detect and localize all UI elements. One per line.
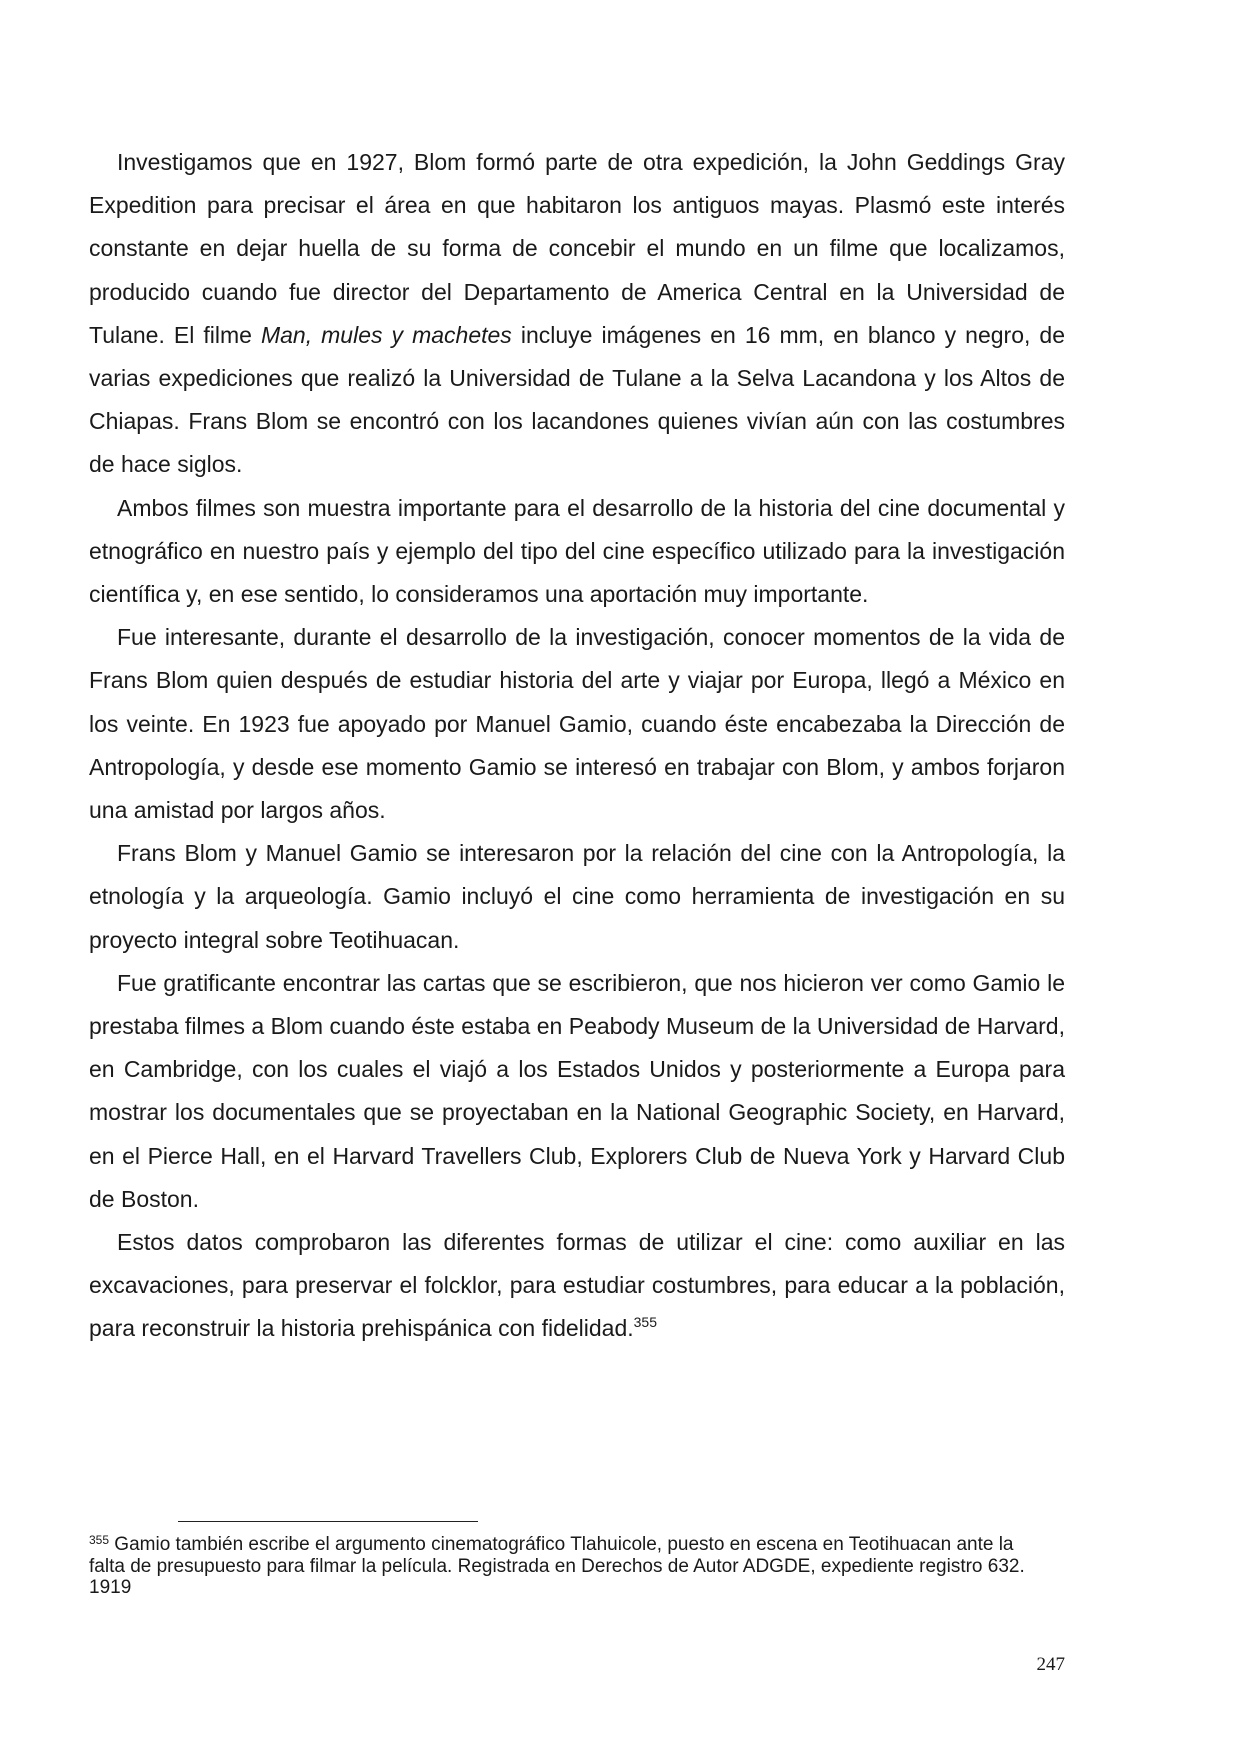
paragraph-1-text-start: Investigamos que en 1927, Blom formó parte de otra expedición, la John Geddings Gray Expedition para precisar el área en que habitaron los antiguos mayas. Plasmó este interés constante en dejar huella de su forma de concebir el mundo en un filme que localizamos, producido cuando fue director del Departamento de America Central en la Universidad de Tulane. El filme (89, 149, 1065, 348)
page-number: 247 (1036, 1654, 1065, 1675)
body-text (89, 141, 1065, 1351)
footnote-reference: 355 (633, 1314, 657, 1331)
paragraph-6-text: Estos datos comprobaron las diferentes formas de utilizar el cine: como auxiliar en las excavaciones, para preservar el folcklor, para estudiar costumbres, para educar a la población, para reconstruir la historia prehispánica con fidelidad. (89, 1229, 1065, 1342)
paragraph-4: Frans Blom y Manuel Gamio se interesaron por la relación del cine con la Antropología, la etnología y la arqueología. Gamio incluyó el cine como herramienta de investigación en su proyecto integral sobre Teotihuacan. (89, 840, 1065, 953)
paragraph-1 (89, 141, 1065, 487)
footnote-text: Gamio también escribe el argumento cinematográfico Tlahuicole, puesto en escena en Teotihuacan ante la falta de presupuesto para filmar la película. Registrada en Derechos de Autor ADGDE, expediente registro 632. 1919 (89, 1534, 1025, 1598)
footnote-separator (178, 1521, 478, 1522)
footnote (89, 1534, 1049, 1599)
paragraph-5: Fue gratificante encontrar las cartas que se escribieron, que nos hicieron ver como Gamio le prestaba filmes a Blom cuando éste estaba en Peabody Museum de la Universidad de Harvard, en Cambridge, con los cuales el viajó a los Estados Unidos y posteriormente a Europa para mostrar los documentales que se proyectaban en la National Geographic Society, en Harvard, en el Pierce Hall, en el Harvard Travellers Club, Explorers Club de Nueva York y Harvard Club de Boston. (89, 969, 1065, 1212)
film-title-emphasis: Man, mules y machetes (260, 321, 512, 348)
footnote-marker: 355 (89, 1533, 110, 1547)
paragraph-3: Fue interesante, durante el desarrollo de la investigación, conocer momentos de la vida de Frans Blom quien después de estudiar historia del arte y viajar por Europa, llegó a México en los veinte. En 1923 fue apoyado por Manuel Gamio, cuando éste encabezaba la Dirección de Antropología, y desde ese momento Gamio se interesó en trabajar con Blom, y ambos forjaron una amistad por largos años. (89, 624, 1065, 824)
paragraph-1-text-end: incluye imágenes en 16 mm, en blanco y negro, de varias expediciones que realizó la Universidad de Tulane a la Selva Lacandona y los Altos de Chiapas. Frans Blom se encontró con los lacandones quienes vivían aún con las costumbres de hace siglos. (89, 321, 1065, 478)
paragraph-6 (89, 1221, 1065, 1351)
paragraph-2: Ambos filmes son muestra importante para el desarrollo de la historia del cine documental y etnográfico en nuestro país y ejemplo del tipo del cine específico utilizado para la investigación científica y, en ese sentido, lo consideramos una aportación muy importante. (89, 494, 1065, 608)
